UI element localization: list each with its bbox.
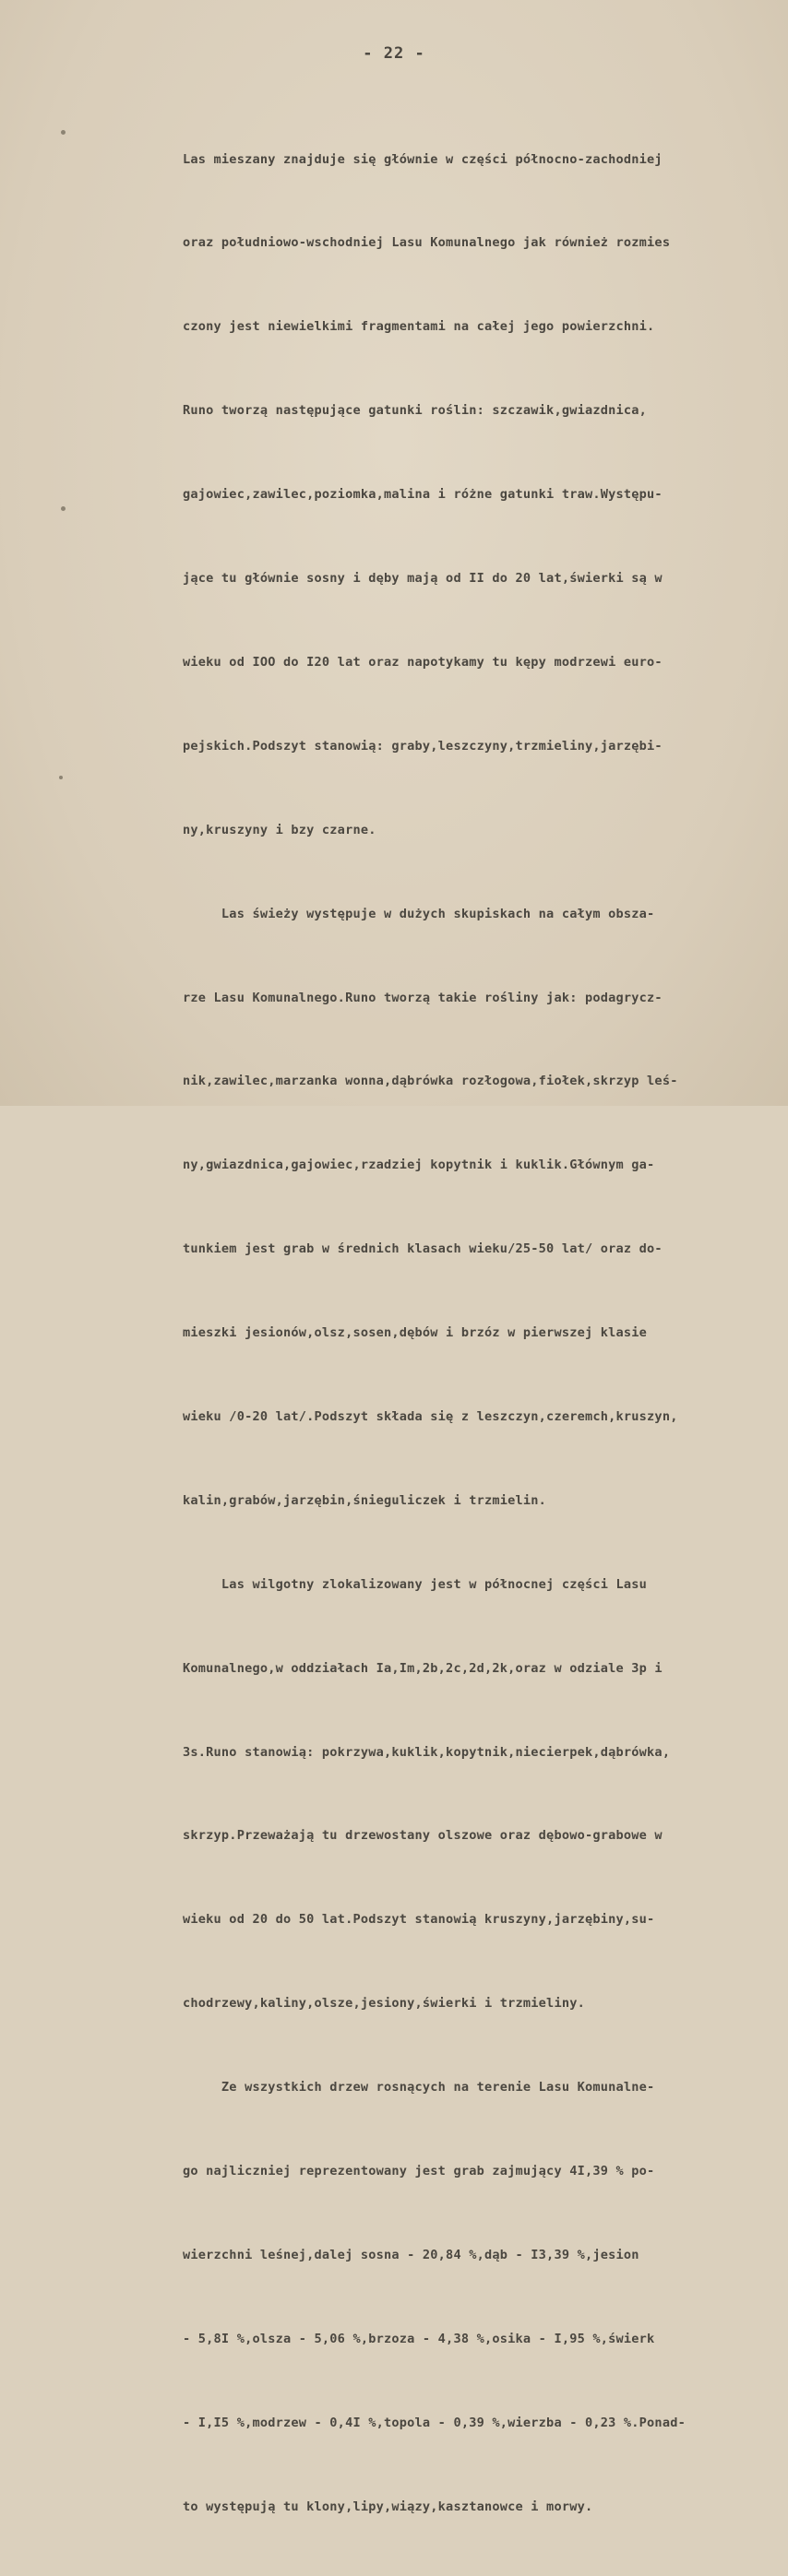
page-number: - 22 - (363, 44, 425, 63)
text-line: wierzchni leśnej,dalej sosna - 20,84 %,dąb - I3,39 %,jesion (183, 2247, 639, 2262)
text-line: Las świeży występuje w dużych skupiskach na całym obsza- (183, 906, 655, 921)
text-line: nik,zawilec,marzanka wonna,dąbrówka rozłogowa,fiołek,skrzyp leś- (183, 1074, 678, 1089)
text-line: jące tu głównie sosny i dęby mają od II do 20 lat,świerki są w (183, 571, 663, 587)
punch-hole-bottom (59, 776, 63, 779)
text-line: gajowiec,zawilec,poziomka,malina i różne gatunki traw.Występu- (183, 487, 663, 503)
punch-hole-top (61, 130, 66, 135)
text-line: Ze wszystkich drzew rosnących na terenie Lasu Komunalne- (183, 2080, 655, 2095)
text-line: wieku /0-20 lat/.Podszyt składa się z leszczyn,czeremch,kruszyn, (183, 1408, 678, 1424)
text-line: skrzyp.Przeważają tu drzewostany olszowe oraz dębowo-grabowe w (183, 1828, 663, 1844)
text-line: Runo tworzą następujące gatunki roślin: szczawik,gwiazdnica, (183, 403, 648, 419)
text-line: mieszki jesionów,olsz,sosen,dębów i brzóz w pierwszej klasie (183, 1325, 648, 1341)
punch-hole-middle (61, 506, 66, 511)
text-line: wieku od IOO do I20 lat oraz napotykamy tu kępy modrzewi euro- (183, 654, 663, 670)
text-line: rze Lasu Komunalnego.Runo tworzą takie rośliny jak: podagrycz- (183, 990, 663, 1005)
text-line: Las wilgotny zlokalizowany jest w północnej części Lasu (183, 1576, 648, 1592)
text-line: Las mieszany znajduje się głównie w części północno-zachodniej (183, 151, 663, 167)
text-line: chodrzewy,kaliny,olsze,jesiony,świerki i trzmieliny. (183, 1996, 585, 2012)
text-line: ny,gwiazdnica,gajowiec,rzadziej kopytnik i kuklik.Głównym ga- (183, 1157, 655, 1173)
body-text (183, 89, 788, 2576)
text-line: - I,I5 %,modrzew - 0,4I %,topola - 0,39 %,wierzba - 0,23 %.Ponad- (183, 2415, 686, 2430)
text-line: pejskich.Podszyt stanowią: graby,leszczyny,trzmieliny,jarzębi- (183, 738, 663, 754)
text-line: tunkiem jest grab w średnich klasach wieku/25-50 lat/ oraz do- (183, 1241, 663, 1257)
text-line: 3s.Runo stanowią: pokrzywa,kuklik,kopytnik,niecierpek,dąbrówka, (183, 1744, 671, 1760)
text-line: - 5,8I %,olsza - 5,06 %,brzoza - 4,38 %,osika - I,95 %,świerk (183, 2331, 655, 2346)
text-line: go najliczniej reprezentowany jest grab zajmujący 4I,39 % po- (183, 2163, 655, 2178)
text-line: to występują tu klony,lipy,wiązy,kasztanowce i morwy. (183, 2499, 593, 2514)
text-line: czony jest niewielkimi fragmentami na całej jego powierzchni. (183, 319, 655, 335)
text-line: Komunalnego,w oddziałach Ia,Im,2b,2c,2d,2k,oraz w odziale 3p i (183, 1660, 663, 1676)
text-line: kalin,grabów,jarzębin,śnieguliczek i trzmielin. (183, 1492, 547, 1508)
text-line: oraz południowo-wschodniej Lasu Komunalnego jak również rozmies (183, 235, 671, 251)
text-line: ny,kruszyny i bzy czarne. (183, 822, 376, 837)
text-line: wieku od 20 do 50 lat.Podszyt stanowią kruszyny,jarzębiny,su- (183, 1912, 655, 1928)
